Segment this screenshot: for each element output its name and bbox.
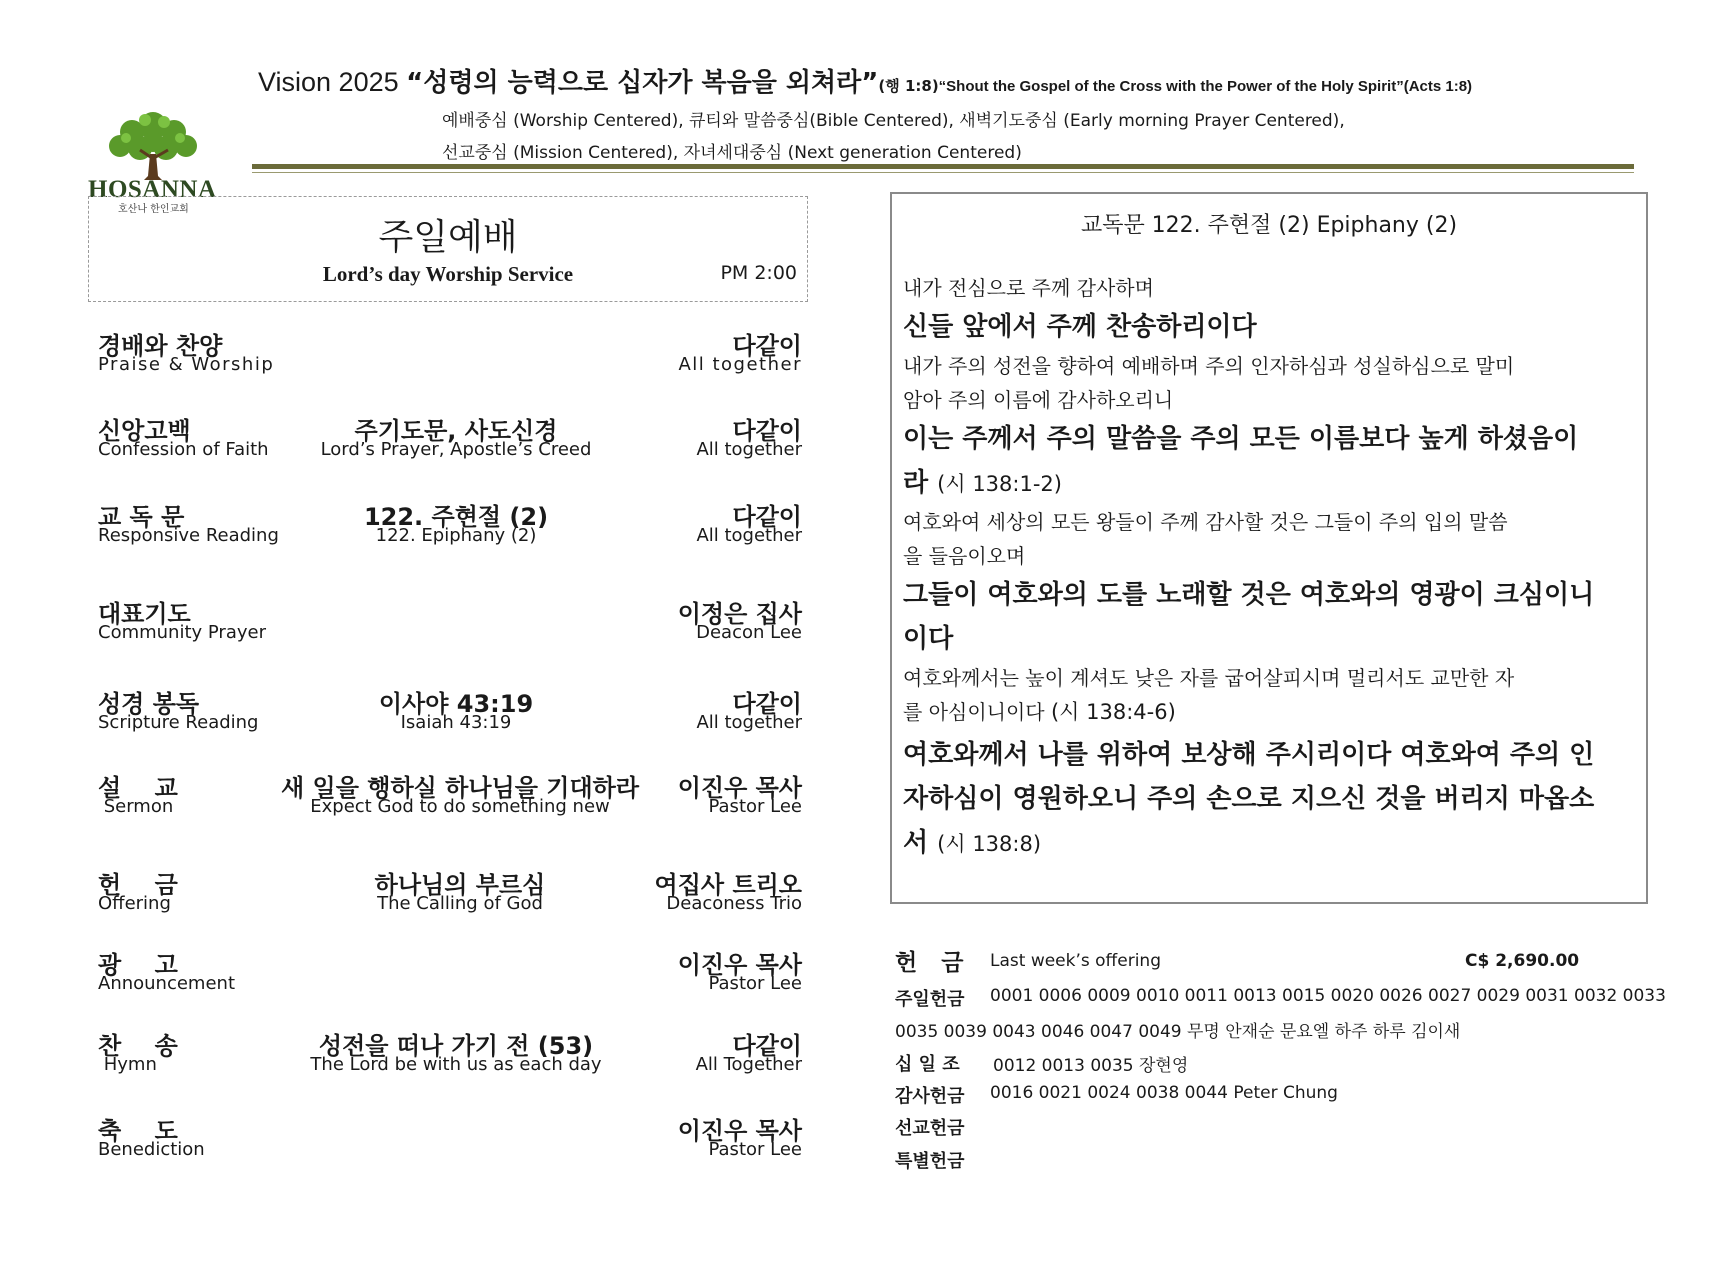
reading-reference: (시 138:8) xyxy=(937,832,1042,856)
reading-line xyxy=(903,462,1062,499)
reading-text: 을 들음이오며 xyxy=(903,544,1026,568)
reading-line xyxy=(903,350,1514,379)
service-time: PM 2:00 xyxy=(720,262,797,284)
order-item-prayer xyxy=(98,594,802,650)
order-item-leader-ko: 이정은 집사 xyxy=(677,600,802,628)
offering-heading: 헌 금 xyxy=(895,950,964,976)
thanks-offering-list: 0016 0021 0024 0038 0044 Peter Chung xyxy=(990,1083,1338,1103)
reading-text: 그들이 여호와의 도를 노래할 것은 여호와의 영광이 크심이니 xyxy=(903,580,1595,610)
vision-prefix: Vision 2025 xyxy=(258,67,407,97)
order-item-title-en: Confession of Faith xyxy=(98,439,269,460)
vision-ref: (행 1:8) xyxy=(878,77,939,95)
order-item-leader-ko: 다같이 xyxy=(732,1032,802,1060)
reading-text: 암아 주의 이름에 감사하오리니 xyxy=(903,388,1174,412)
order-item-leader-en: Pastor Lee xyxy=(708,796,802,817)
order-item-leader-en: Pastor Lee xyxy=(708,1139,802,1160)
order-item-title-en: Scripture Reading xyxy=(98,712,259,733)
order-item-leader-en: All together xyxy=(678,354,802,375)
order-item-scripture xyxy=(98,684,802,740)
reading-text: 신들 앞에서 주께 찬송하리이다 xyxy=(903,312,1257,342)
order-item-title-ko: 찬 송 xyxy=(98,1032,178,1060)
order-item-announcement xyxy=(98,945,802,1001)
order-item-title-en: Hymn xyxy=(98,1054,157,1075)
order-item-leader-ko: 다같이 xyxy=(732,417,802,445)
reading-line xyxy=(903,418,1578,455)
order-item-content-ko: 이사야 43:19 xyxy=(378,690,534,718)
vision-korean: “성령의 능력으로 십자가 복음을 외쳐라” xyxy=(406,68,879,98)
reading-line xyxy=(903,574,1594,611)
reading-text: 를 아심이니이다 xyxy=(903,700,1051,724)
order-item-leader-ko: 여집사 트리오 xyxy=(654,871,802,899)
order-item-title-ko: 대표기도 xyxy=(98,600,191,628)
reading-line xyxy=(903,618,953,655)
order-item-leader-en: All together xyxy=(696,525,802,546)
reading-text: 라 xyxy=(903,468,938,498)
sunday-offering-label: 주일헌금 xyxy=(895,989,965,1010)
order-item-content-en: The Calling of God xyxy=(377,893,543,914)
reading-line xyxy=(903,734,1594,771)
logo-subtitle: 호산나 한인교회 xyxy=(118,204,189,215)
order-item-leader-ko: 이진우 목사 xyxy=(677,951,802,979)
logo-name: HOSANNA xyxy=(88,176,217,203)
order-item-title-en: Responsive Reading xyxy=(98,525,279,546)
reading-line xyxy=(903,540,1025,569)
order-item-responsive-reading xyxy=(98,497,802,553)
reading-text: 이는 주께서 주의 말씀을 주의 모든 이름보다 높게 하셨음이 xyxy=(903,424,1579,454)
order-item-offering xyxy=(98,865,802,921)
focus-line-1: 예배중심 (Worship Centered), 큐티와 말씀중심(Bible Centered), 새벽기도중심 (Early morning Prayer Centered), xyxy=(442,111,1345,131)
thanks-offering-label: 감사헌금 xyxy=(895,1086,965,1107)
order-item-title-ko: 축 도 xyxy=(98,1117,178,1145)
order-item-title-ko: 교 독 문 xyxy=(98,503,185,531)
order-item-leader-ko: 이진우 목사 xyxy=(677,1117,802,1145)
order-item-title-ko: 설 교 xyxy=(98,774,178,802)
reading-line xyxy=(903,662,1514,691)
vision-title xyxy=(258,62,1472,99)
order-item-content-en: The Lord be with us as each day xyxy=(310,1054,602,1075)
order-item-praise xyxy=(98,326,802,382)
last-week-amount: C$ 2,690.00 xyxy=(1465,951,1580,971)
order-item-title-ko: 헌 금 xyxy=(98,871,178,899)
order-item-content-ko: 122. 주현절 (2) xyxy=(363,503,549,531)
order-item-confession xyxy=(98,411,802,467)
service-title: 주일예배 xyxy=(378,217,518,258)
order-item-title-ko: 경배와 찬양 xyxy=(98,332,223,360)
reading-line xyxy=(903,272,1154,301)
order-item-title-en: Community Prayer xyxy=(98,622,266,643)
order-item-content-ko: 새 일을 행하실 하나님을 기대하라 xyxy=(281,774,639,802)
order-item-title-en: Offering xyxy=(98,893,171,914)
order-item-title-en: Praise & Worship xyxy=(98,354,275,375)
reading-text: 여호와여 세상의 모든 왕들이 주께 감사할 것은 그들이 주의 입의 말씀 xyxy=(903,510,1508,534)
order-item-content-en: Lord’s Prayer, Apostle’s Creed xyxy=(320,439,592,460)
focus-line-2: 선교중심 (Mission Centered), 자녀세대중심 (Next generation Centered) xyxy=(442,143,1022,163)
order-item-leader-ko: 다같이 xyxy=(732,503,802,531)
sunday-offering-list-2: 0035 0039 0043 0046 0047 0049 무명 안재순 문요엘 하주 하루 김이새 xyxy=(895,1022,1461,1042)
reading-text: 내가 전심으로 주께 감사하며 xyxy=(903,276,1154,300)
order-item-leader-ko: 다같이 xyxy=(732,690,802,718)
responsive-reading-box xyxy=(890,192,1648,904)
order-item-title-ko: 성경 봉독 xyxy=(98,690,200,718)
reading-reference: (시 138:1-2) xyxy=(937,472,1062,496)
sunday-offering-list: 0001 0006 0009 0010 0011 0013 0015 0020 0026 0027 0029 0031 0032 0033 xyxy=(990,986,1666,1006)
order-item-benediction xyxy=(98,1111,802,1167)
tithe-list: 0012 0013 0035 장현영 xyxy=(993,1056,1189,1076)
vision-english: “Shout the Gospel of the Cross with the Power of the Holy Spirit”(Acts 1:8) xyxy=(938,78,1473,95)
order-item-title-en: Benediction xyxy=(98,1139,205,1160)
order-item-leader-en: Pastor Lee xyxy=(708,973,802,994)
header-rule xyxy=(252,164,1634,169)
order-item-leader-en: Deacon Lee xyxy=(696,622,802,643)
order-item-content-en: Expect God to do something new xyxy=(310,796,610,817)
reading-title: 교독문 122. 주현절 (2) Epiphany (2) xyxy=(1080,213,1458,238)
reading-line xyxy=(903,506,1508,535)
order-item-sermon xyxy=(98,768,802,824)
order-item-content-ko: 하나님의 부르심 xyxy=(374,871,546,899)
order-item-content-en: Isaiah 43:19 xyxy=(400,712,512,733)
order-item-title-ko: 광 고 xyxy=(98,951,178,979)
tithe-label: 십 일 조 xyxy=(895,1054,960,1075)
order-item-hymn xyxy=(98,1026,802,1082)
reading-line xyxy=(903,778,1594,815)
reading-text: 자하심이 영원하오니 주의 손으로 지으신 것을 버리지 마옵소 xyxy=(903,784,1595,814)
reading-text: 서 xyxy=(903,828,938,858)
service-header-box xyxy=(88,196,808,302)
last-week-label: Last week’s offering xyxy=(990,951,1161,971)
order-item-title-en: Announcement xyxy=(98,973,236,994)
order-item-leader-en: All together xyxy=(696,439,802,460)
order-item-leader-en: All together xyxy=(696,712,802,733)
reading-line xyxy=(903,306,1257,343)
reading-text: 이다 xyxy=(903,624,954,654)
reading-reference: (시 138:4-6) xyxy=(1050,700,1176,724)
order-item-leader-ko: 다같이 xyxy=(732,332,802,360)
order-item-content-ko: 주기도문, 사도신경 xyxy=(354,417,558,445)
mission-offering-label: 선교헌금 xyxy=(895,1118,965,1139)
order-item-title-en: Sermon xyxy=(98,796,174,817)
reading-line xyxy=(903,822,1041,859)
reading-text: 여호와께서는 높이 계셔도 낮은 자를 굽어살피시며 멀리서도 교만한 자 xyxy=(903,666,1515,690)
order-item-leader-en: All Together xyxy=(695,1054,802,1075)
reading-line xyxy=(903,696,1176,726)
reading-text: 내가 주의 성전을 향하여 예배하며 주의 인자하심과 성실하심으로 말미 xyxy=(903,354,1515,378)
order-item-title-ko: 신앙고백 xyxy=(98,417,191,445)
order-item-leader-en: Deaconess Trio xyxy=(666,893,802,914)
special-offering-label: 특별헌금 xyxy=(895,1151,965,1172)
header-rule-thin xyxy=(252,172,1634,173)
order-item-content-ko: 성전을 떠나 가기 전 (53) xyxy=(318,1032,594,1060)
order-item-leader-ko: 이진우 목사 xyxy=(677,774,802,802)
order-item-content-en: 122. Epiphany (2) xyxy=(375,525,537,546)
reading-text: 여호와께서 나를 위하여 보상해 주시리이다 여호와여 주의 인 xyxy=(903,740,1595,770)
service-subtitle: Lord’s day Worship Service xyxy=(322,262,574,286)
reading-line xyxy=(903,384,1173,413)
